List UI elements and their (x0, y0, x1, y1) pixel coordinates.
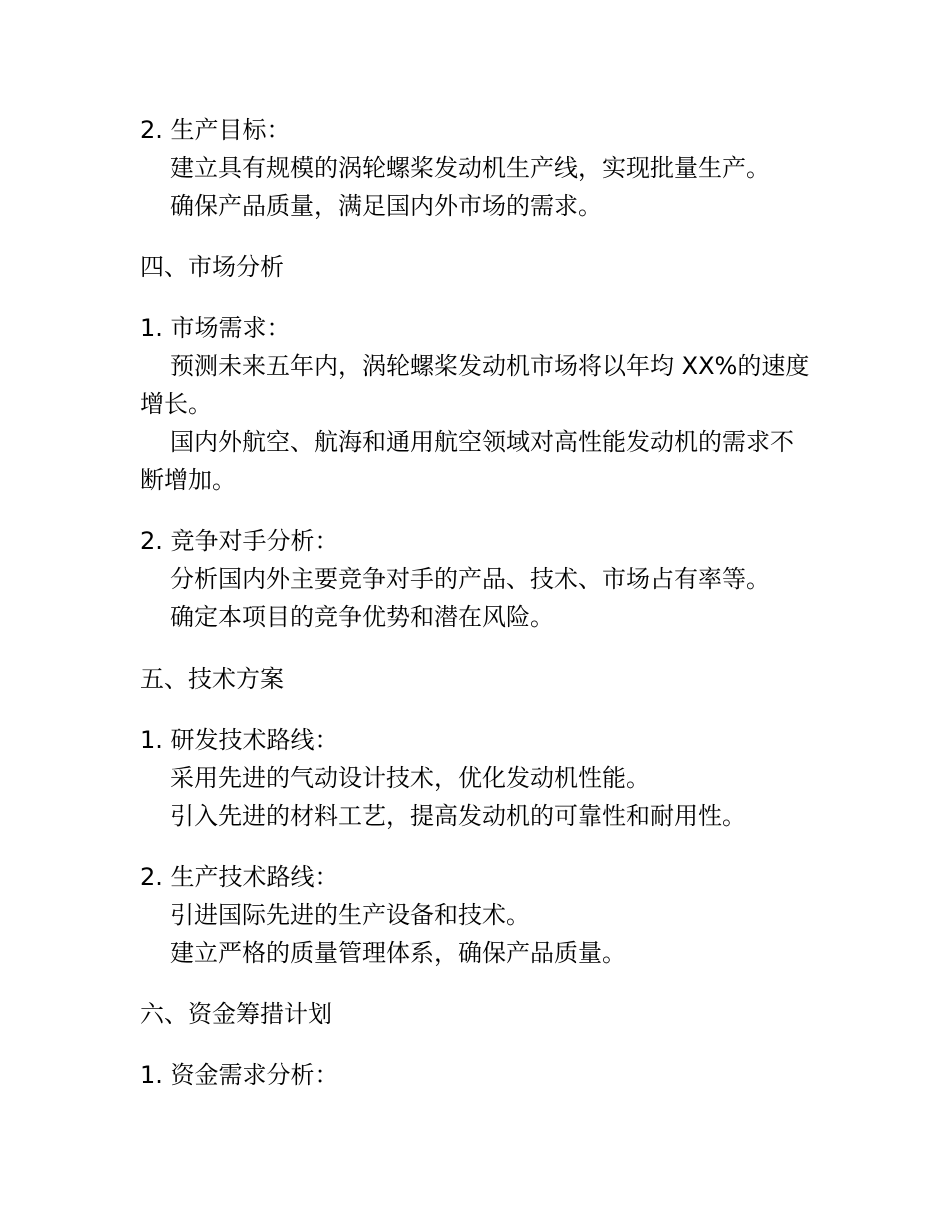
rd-heading: 1. 研发技术路线： (140, 726, 339, 754)
rd-item-1: 采用先进的气动设计技术，优化发动机性能。 (170, 764, 650, 792)
competitor-heading: 2. 竞争对手分析： (140, 527, 339, 555)
section-title-funding-plan: 六、资金筹措计划 (140, 1000, 332, 1028)
demand-item-1: 预测未来五年内，涡轮螺桨发动机市场将以年均 XX%的速度增长。 (140, 352, 810, 418)
goal-item-2: 确保产品质量，满足国内外市场的需求。 (170, 192, 602, 220)
section-title-technical-plan: 五、技术方案 (140, 665, 284, 693)
prod-heading: 2. 生产技术路线： (140, 863, 339, 891)
section-title-market-analysis: 四、市场分析 (140, 253, 284, 281)
competitor-item-1: 分析国内外主要竞争对手的产品、技术、市场占有率等。 (170, 565, 770, 593)
rd-item-2: 引入先进的材料工艺，提高发动机的可靠性和耐用性。 (170, 802, 746, 830)
prod-item-1: 引进国际先进的生产设备和技术。 (170, 901, 530, 929)
competitor-item-2: 确定本项目的竞争优势和潜在风险。 (170, 603, 554, 631)
demand-item-2: 国内外航空、航海和通用航空领域对高性能发动机的需求不断增加。 (140, 428, 794, 494)
demand-heading: 1. 市场需求： (140, 314, 291, 342)
funding-heading: 1. 资金需求分析： (140, 1061, 339, 1089)
goal-heading: 2. 生产目标： (140, 116, 291, 144)
prod-item-2: 建立严格的质量管理体系，确保产品质量。 (170, 939, 626, 967)
goal-item-1: 建立具有规模的涡轮螺桨发动机生产线，实现批量生产。 (170, 154, 770, 182)
